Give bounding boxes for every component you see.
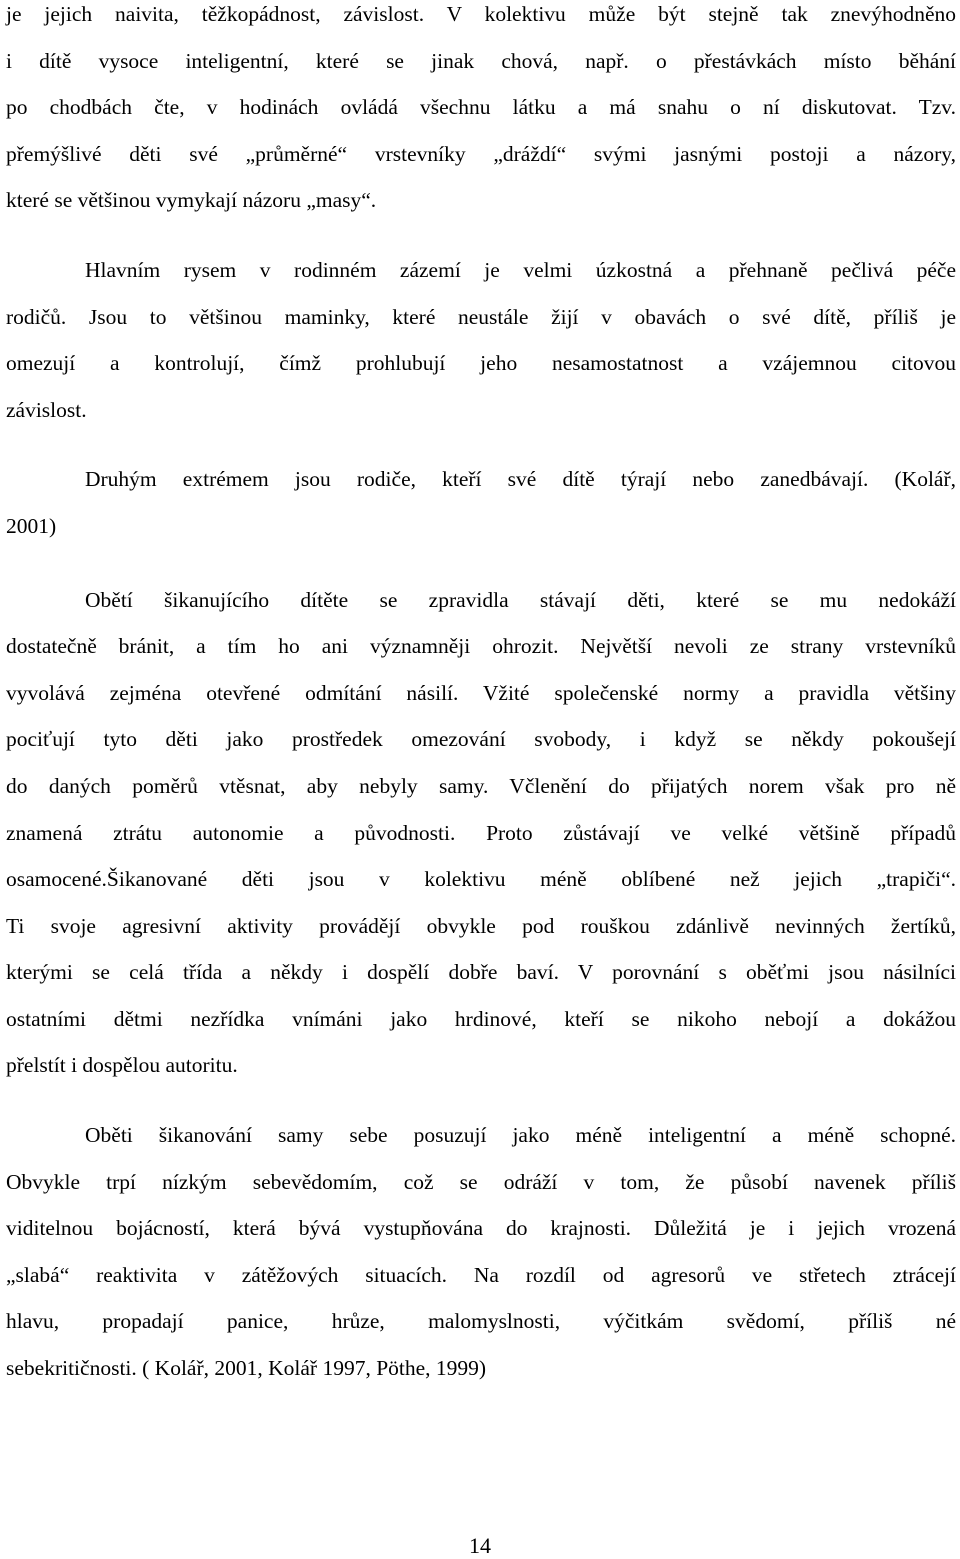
text-line: přemýšlivé děti své „průměrné“ vrstevníky „dráždí“ svými jasnými postoji a názory, bbox=[6, 141, 956, 166]
text-line: „slabá“ reaktivita v zátěžových situacích. Na rozdíl od agresorů ve střetech ztrácejí bbox=[6, 1262, 956, 1287]
text-line: Obvykle trpí nízkým sebevědomím, což se odráží v tom, že působí navenek příliš bbox=[6, 1169, 956, 1194]
paragraph-1 bbox=[6, 0, 956, 224]
text-line: Oběti šikanování samy sebe posuzují jako méně inteligentní a méně schopné. bbox=[85, 1123, 956, 1148]
text-line: hlavu, propadají panice, hrůze, malomyslnosti, výčitkám svědomí, příliš né bbox=[6, 1309, 956, 1334]
document-page bbox=[6, 0, 956, 1392]
text-line: znamená ztrátu autonomie a původnosti. Proto zůstávají ve velké většině případů bbox=[6, 820, 956, 845]
text-line: přelstít i dospělou autoritu. bbox=[6, 1053, 238, 1078]
text-line: Obětí šikanujícího dítěte se zpravidla stávají děti, které se mu nedokáží bbox=[85, 587, 956, 612]
text-line: Hlavním rysem v rodinném zázemí je velmi úzkostná a přehnaně pečlivá péče bbox=[85, 257, 956, 282]
text-line: ostatními dětmi nezřídka vnímáni jako hrdinové, kteří se nikoho nebojí a dokážou bbox=[6, 1006, 956, 1031]
text-line: dostatečně bránit, a tím ho ani významněji ohrozit. Největší nevoli ze strany vrstevníků bbox=[6, 634, 956, 659]
text-line: 2001) bbox=[6, 513, 57, 538]
text-line: kterými se celá třída a někdy i dospělí dobře baví. V porovnání s oběťmi jsou násilníci bbox=[6, 960, 956, 985]
text-line: Druhým extrémem jsou rodiče, kteří své dítě týrají nebo zanedbávají. (Kolář, bbox=[85, 467, 956, 492]
paragraph-gap bbox=[6, 433, 956, 456]
text-line: po chodbách čte, v hodinách ovládá všechnu látku a má snahu o ní diskutovat. Tzv. bbox=[6, 95, 956, 120]
text-line: vyvolává zejména otevřené odmítání násilí. Vžité společenské normy a pravidla většiny bbox=[6, 680, 956, 705]
text-line: Ti svoje agresivní aktivity provádějí obvykle pod rouškou zdánlivě nevinných žertíků, bbox=[6, 913, 956, 938]
text-line: rodičů. Jsou to většinou maminky, které neustále žijí v obavách o své dítě, příliš je bbox=[6, 304, 956, 329]
text-line: které se většinou vymykají názoru „masy“. bbox=[6, 188, 377, 213]
paragraph-4 bbox=[6, 577, 956, 1090]
paragraph-gap bbox=[6, 1089, 956, 1112]
text-line: závislost. bbox=[6, 397, 87, 422]
paragraph-5 bbox=[6, 1112, 956, 1392]
text-line: pociťují tyto děti jako prostředek omezování svobody, i když se někdy pokoušejí bbox=[6, 727, 956, 752]
text-line: sebekritičnosti. ( Kolář, 2001, Kolář 1997, Pöthe, 1999) bbox=[6, 1356, 487, 1381]
text-line: je jejich naivita, těžkopádnost, závislost. V kolektivu může být stejně tak znevýhodněno bbox=[6, 2, 956, 26]
text-line: osamocené.Šikanované děti jsou v kolektivu méně oblíbené než jejich „trapiči“. bbox=[6, 867, 956, 892]
paragraph-gap bbox=[6, 224, 956, 247]
text-line: viditelnou bojácností, která bývá vystupňována do krajnosti. Důležitá je i jejich vrozená bbox=[6, 1216, 956, 1241]
text-line: omezují a kontrolují, čímž prohlubují jeho nesamostatnost a vzájemnou citovou bbox=[6, 351, 956, 376]
text-line: i dítě vysoce inteligentní, které se jinak chová, např. o přestávkách místo běhání bbox=[6, 48, 956, 73]
page-number: 14 bbox=[469, 1533, 491, 1558]
paragraph-gap bbox=[6, 550, 956, 577]
paragraph-2 bbox=[6, 247, 956, 433]
text-line: do daných poměrů vtěsnat, aby nebyly samy. Včlenění do přijatých norem však pro ně bbox=[6, 773, 956, 798]
paragraph-3 bbox=[6, 456, 956, 549]
